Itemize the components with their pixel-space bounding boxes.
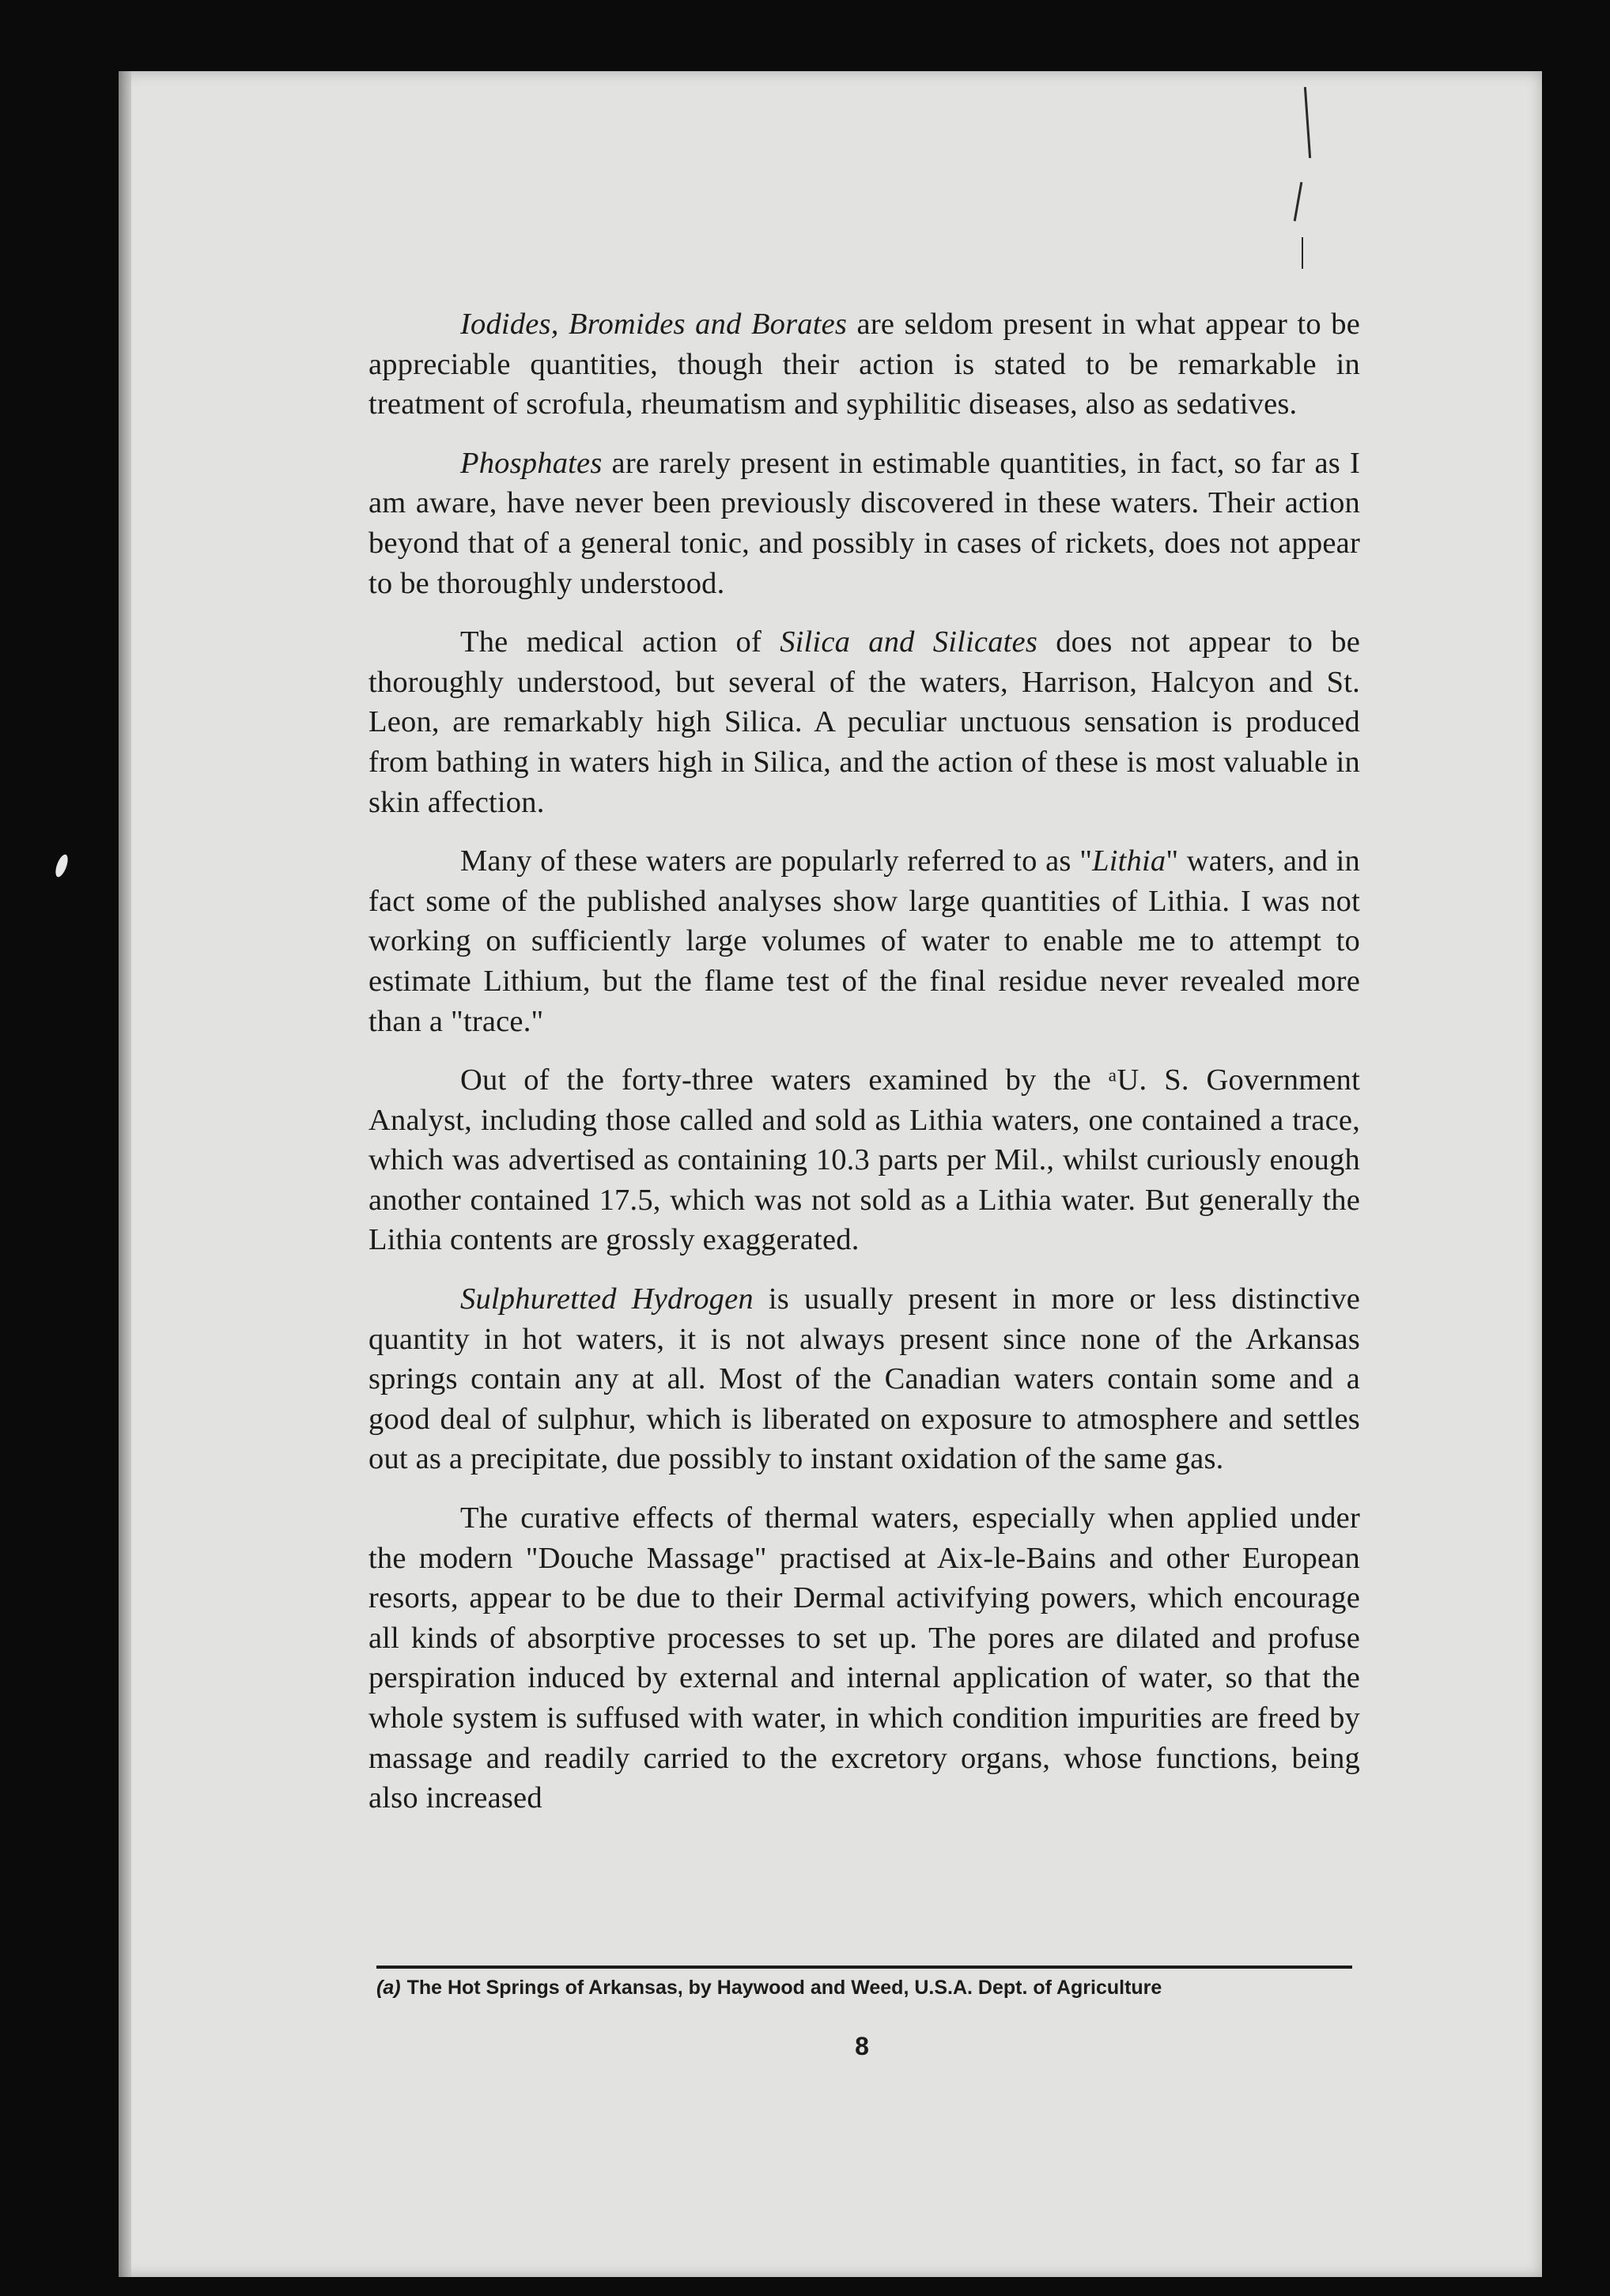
paragraph-text: does not appear to be thoroughly understood, but several of the waters, Harrison, Halcyon and St. Leon, are remarkably high Silica. A peculiar unctuous sensation is produced from bathing in waters high in Silica, and the action of these is most valuable in skin affection. bbox=[368, 625, 1360, 819]
paragraph bbox=[368, 304, 1360, 425]
page-number: 8 bbox=[855, 2032, 869, 2060]
paragraph-text: Out of the forty-three waters examined by the ᵃU. S. Government Analyst, including those called and sold as Lithia waters, one contained a trace, which was advertised as containing 10.3 parts per Mil., whilst curiously enough another contained 17.5, which was not sold as a Lithia water. But generally the Lithia contents are grossly exaggerated. bbox=[368, 1063, 1360, 1257]
footnote-divider bbox=[376, 1966, 1352, 1969]
paragraph-text: Silica and Silicates bbox=[780, 625, 1038, 659]
footnote-text: The Hot Springs of Arkansas, by Haywood and Weed, U.S.A. Dept. of Agriculture bbox=[406, 1977, 1162, 1999]
paragraph-text: The curative effects of thermal waters, especially when applied under the modern "Douche Massage" practised at Aix-le-Bains and other European resorts, appear to be due to their Dermal activifying powers, which encourage all kinds of absorptive processes to set up. The pores are dilated and profuse perspiration induced by external and internal application of water, so that the whole system is suffused with water, in which condition impurities are freed by massage and readily carried to the excretory organs, whose functions, being also increased bbox=[368, 1501, 1360, 1815]
paragraph-text: The medical action of bbox=[460, 625, 780, 659]
paragraph bbox=[368, 1498, 1360, 1818]
footnote-marker: (a) bbox=[376, 1977, 401, 1999]
paragraph-text: Lithia bbox=[1092, 844, 1166, 878]
paragraph-text: " waters, and in fact some of the published analyses show large quantities of Lithia. I was not working on sufficiently large volumes of water to enable me to attempt to estimate Lithium, but the flame test of the final residue never revealed more than a "trace." bbox=[368, 844, 1360, 1038]
paragraph bbox=[368, 1279, 1360, 1479]
scan-blot bbox=[53, 853, 70, 878]
paragraph-text: Iodides, Bromides and Borates bbox=[460, 308, 848, 341]
body-text bbox=[368, 304, 1360, 1837]
paragraph bbox=[368, 622, 1360, 822]
page-edge-shadow bbox=[119, 71, 131, 2277]
paragraph bbox=[368, 444, 1360, 603]
paragraph-text: are seldom present in what appear to be appreciable quantities, though their action is stated to be remarkable in treatment of scrofula, rheumatism and syphilitic diseases, also as sedatives. bbox=[368, 308, 1360, 421]
paragraph-text: Many of these waters are popularly referred to as " bbox=[460, 844, 1093, 878]
margin-mark bbox=[1302, 237, 1303, 269]
paragraph bbox=[368, 841, 1360, 1041]
paragraph-text: Phosphates bbox=[460, 446, 603, 480]
paragraph-text: Sulphuretted Hydrogen bbox=[460, 1282, 754, 1316]
paragraph-text: is usually present in more or less distinctive quantity in hot waters, it is not always present since none of the Arkansas springs contain any at all. Most of the Canadian waters contain some and a good deal of sulphur, which is liberated on exposure to atmosphere and settles out as a precipitate, due possibly to instant oxidation of the same gas. bbox=[368, 1282, 1360, 1476]
paragraph-text: are rarely present in estimable quantities, in fact, so far as I am aware, have never been previously discovered in these waters. Their action beyond that of a general tonic, and possibly in cases of rickets, does not appear to be thoroughly understood. bbox=[368, 446, 1360, 600]
footnote bbox=[376, 1972, 1352, 2003]
paragraph bbox=[368, 1060, 1360, 1260]
